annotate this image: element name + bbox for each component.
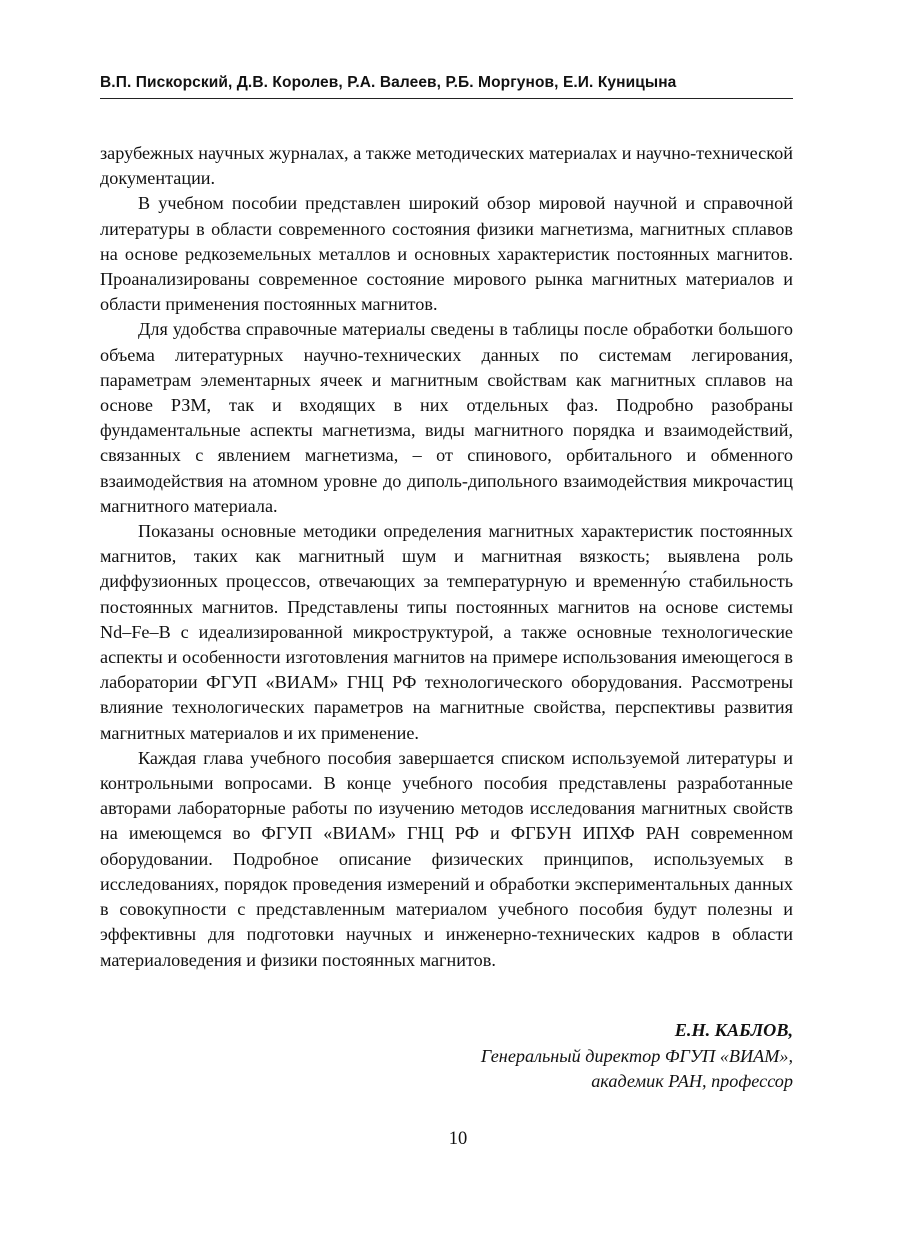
paragraph-methods: Показаны основные методики определения магнитных характеристик постоянных магнитов, таких как магнитный шум и магнитная вязкость; выявлена роль диффузионных процессов, отвечающих за температурную и временну́ю стабильность постоянных магнитов. Представлены типы постоянных магнитов на основе системы Nd–Fe–B с идеализированной микроструктурой, а также основные технологические аспекты и особенности изготовления магнитов на примере использования имеющегося в лаборатории ФГУП «ВИАМ» ГНЦ РФ технологического оборудования. Рассмотрены влияние технологических параметров на магнитные свойства, перспективы развития магнитных материалов и их применение. xyxy=(100,521,793,743)
paragraph-overview: В учебном пособии представлен широкий обзор мировой научной и справочной литературы в области современного состояния физики магнетизма, магнитных сплавов на основе редкоземельных металлов и основных характеристик постоянных магнитов. Проанализированы современное состояние мирового рынка магнитных материалов и области применения постоянных магнитов. xyxy=(100,193,793,315)
page-number: 10 xyxy=(448,1129,468,1149)
signature-titles: академик РАН, профессор xyxy=(591,1071,793,1091)
paragraph-reference-materials: Для удобства справочные материалы сведены в таблицы после обработки большого объема литературных научно-технических данных по системам легирования, параметрам элементарных ячеек и магнитным свойствам как магнитных сплавов на основе РЗМ, так и входящих в них отдельных фаз. Подробно разобраны фундаментальные аспекты магнетизма, виды магнитного порядка и взаимодействий, связанных с явлением магнетизма, – от спинового, орбитального и обменного взаимодействия на атомном уровне до диполь-дипольного взаимодействия микрочастиц магнитного материала. xyxy=(100,319,793,516)
signature-position: Генеральный директор ФГУП «ВИАМ», xyxy=(480,1045,793,1066)
header-rule xyxy=(100,98,793,99)
signature-name: Е.Н. КАБЛОВ, xyxy=(674,1020,793,1040)
paragraph-continuation: зарубежных научных журналах, а также методических материалах и научно-технической документации. xyxy=(100,143,793,189)
body-text xyxy=(100,141,793,973)
signature-block xyxy=(481,1018,793,1095)
paragraph-chapters: Каждая глава учебного пособия завершается списком используемой литературы и контрольными вопросами. В конце учебного пособия представлены разработанные авторами лабораторные работы по изучению методов исследования магнитных свойств на имеющемся во ФГУП «ВИАМ» ГНЦ РФ и ФГБУН ИПХФ РАН современном оборудовании. Подробное описание физических принципов, используемых в исследованиях, порядок проведения измерений и обработки экспериментальных данных в совокупности с представленным материалом учебного пособия будут полезны и эффективны для подготовки научных и инженерно-технических кадров в области материаловедения и физики постоянных магнитов. xyxy=(100,747,793,970)
running-header-authors: В.П. Пискорский, Д.В. Королев, Р.А. Валеев, Р.Б. Моргунов, Е.И. Куницына xyxy=(100,74,677,91)
